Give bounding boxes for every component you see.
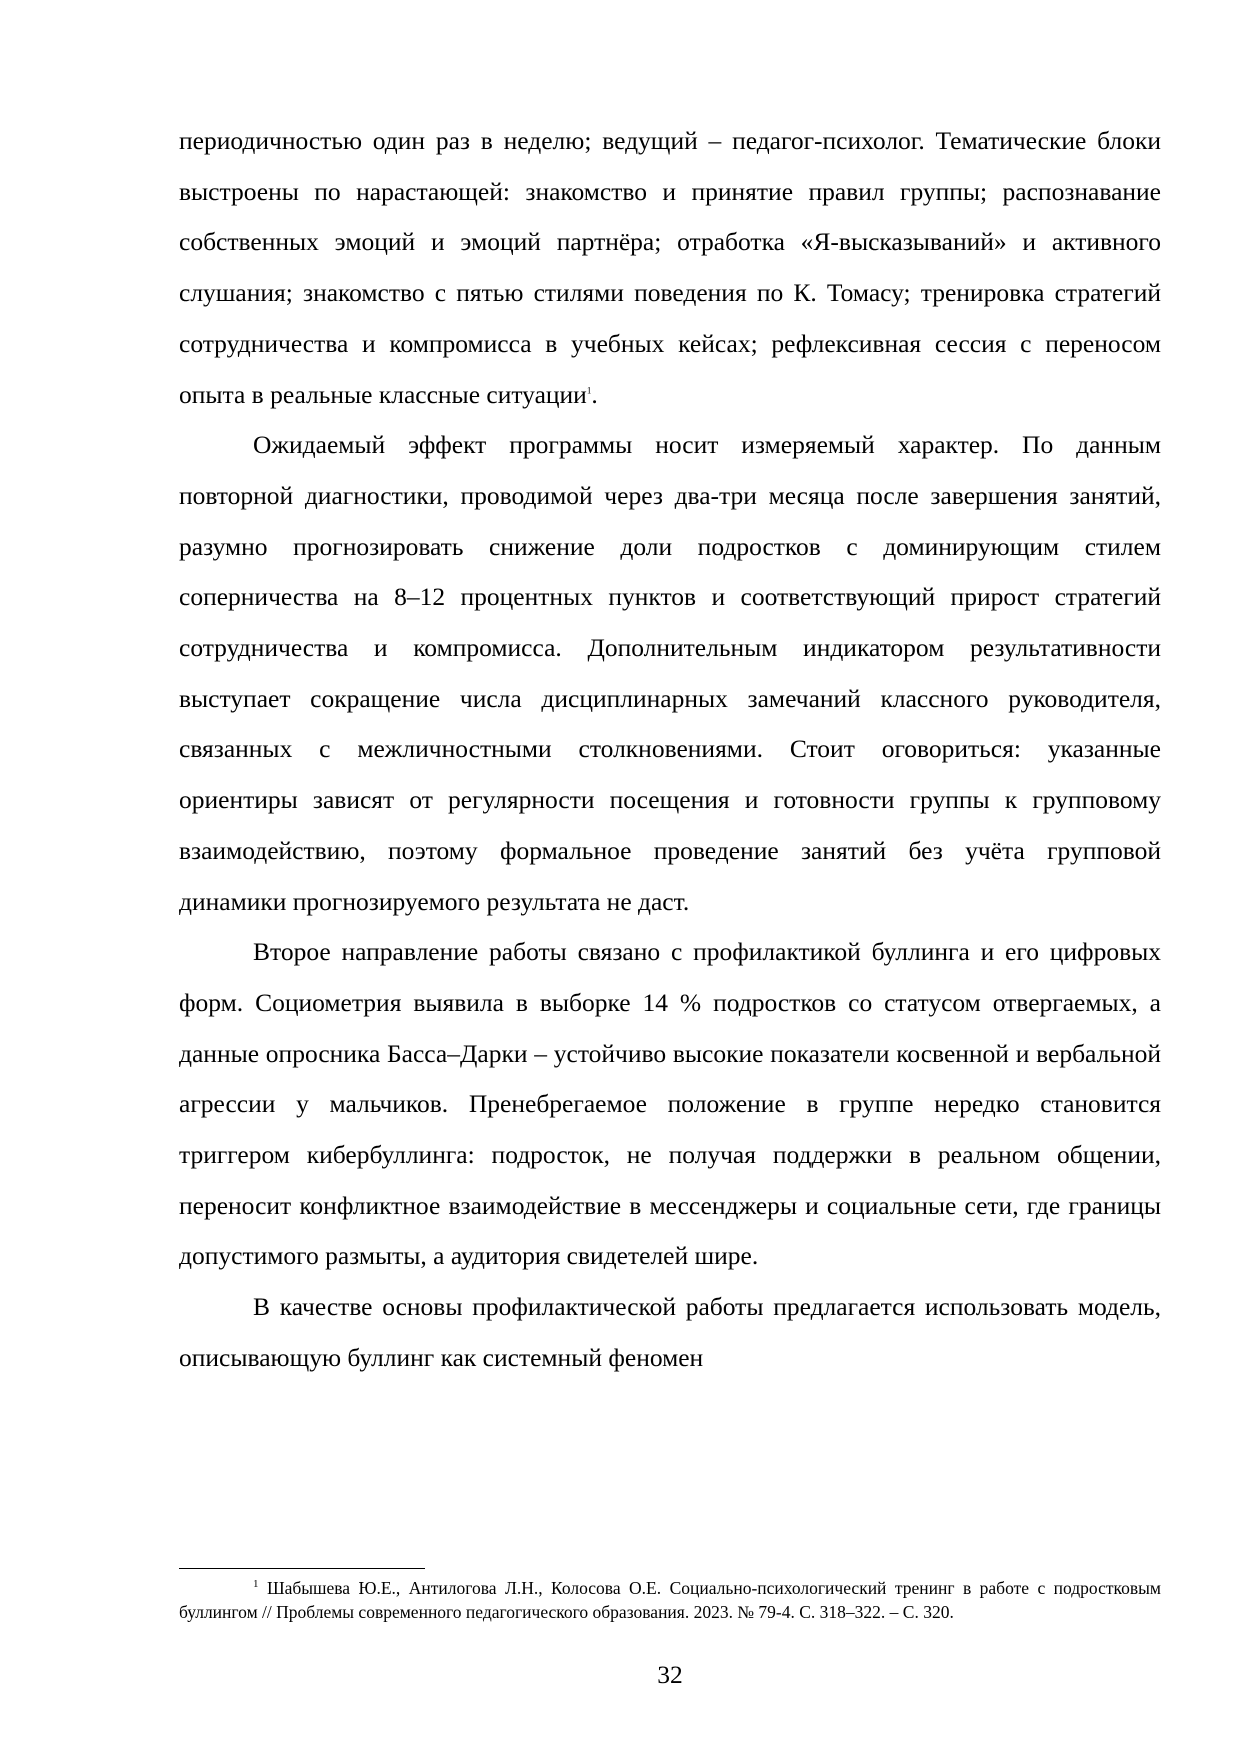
- footnote-mark: 1: [253, 1578, 259, 1591]
- footnote-text: Шабышева Ю.Е., Антилогова Л.Н., Колосова О.Е. Социально-психологический тренинг в работе с подростковым буллингом // Проблемы современного педагогического образования. 2023. № 79-4. С. 318–322. – С. 320.: [179, 1578, 1161, 1622]
- paragraph-end-punctuation: .: [591, 379, 598, 409]
- footnote-reference[interactable]: 1: [586, 385, 592, 396]
- paragraph-text: периодичностью один раз в неделю; ведущий – педагог-психолог. Тематические блоки выстроены по нарастающей: знакомство и принятие правил группы; распознавание собственных эмоций и эмоций партнёра; отработка «Я-высказываний» и активного слушания; знакомство с пятью стилями поведения по К. Томасу; тренировка стратегий сотрудничества и компромисса в учебных кейсах; рефлексивная сессия с переносом опыта в реальные классные ситуации: [179, 126, 1161, 409]
- paragraph-expected-effect: Ожидаемый эффект программы носит измеряемый характер. По данным повторной диагностики, проводимой через два-три месяца после завершения занятий, разумно прогнозировать снижение доли подростков с доминирующим стилем соперничества на 8–12 процентных пунктов и соответствующий прирост стратегий сотрудничества и компромисса. Дополнительным индикатором результативности выступает сокращение числа дисциплинарных замечаний классного руководителя, связанных с межличностными столкновениями. Стоит оговориться: указанные ориентиры зависят от регулярности посещения и готовности группы к групповому взаимодействию, поэтому формальное проведение занятий без учёта групповой динамики прогнозируемого результата не даст.: [179, 430, 1161, 916]
- footnote: [179, 1577, 1161, 1624]
- paragraph-bullying-prevention: Второе направление работы связано с профилактикой буллинга и его цифровых форм. Социометрия выявила в выборке 14 % подростков со статусом отвергаемых, а данные опросника Басса–Дарки – устойчиво высокие показатели косвенной и вербальной агрессии у мальчиков. Пренебрегаемое положение в группе нередко становится триггером кибербуллинга: подросток, не получая поддержки в реальном общении, переносит конфликтное взаимодействие в мессенджеры и социальные сети, где границы допустимого размыты, а аудитория свидетелей шире.: [179, 937, 1161, 1271]
- main-text: [179, 116, 1161, 1384]
- page-number: 32: [657, 1660, 683, 1689]
- footnote-separator: [179, 1568, 425, 1569]
- paragraph-continuation: [179, 116, 1161, 420]
- paragraph-prevention-model: В качестве основы профилактической работы предлагается использовать модель, описывающую буллинг как системный феномен: [179, 1292, 1161, 1372]
